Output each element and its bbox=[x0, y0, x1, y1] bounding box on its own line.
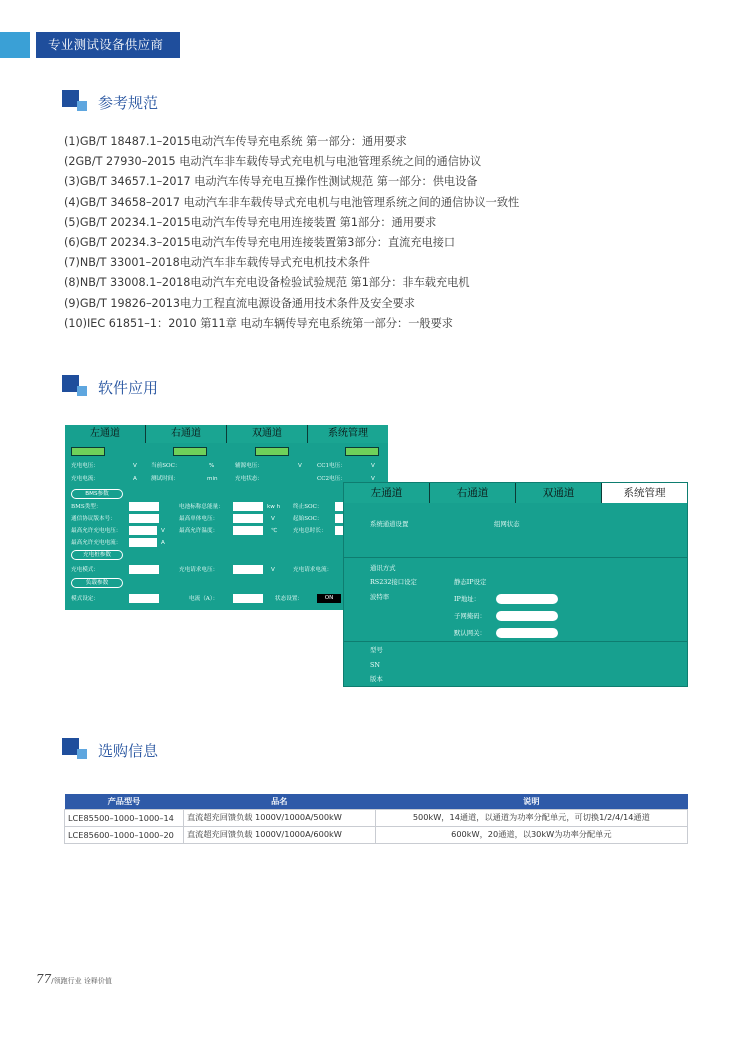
label-bms-type: BMS类型： bbox=[71, 504, 102, 510]
label-charge-state: 充电状态： bbox=[235, 476, 263, 482]
label-system-channel: 系统通道设置 bbox=[370, 520, 409, 528]
standard-item: (7)NB/T 33001–2018电动汽车非车载传导式充电机技术条件 bbox=[64, 256, 370, 270]
label-start-soc: 起始SOC： bbox=[293, 516, 323, 522]
cell-model: LCE85500–1000–1000–14 bbox=[65, 809, 184, 826]
unit: V bbox=[271, 567, 275, 573]
table-header-row bbox=[65, 794, 688, 809]
system-management-panel bbox=[344, 483, 687, 686]
section-square-icon bbox=[62, 375, 86, 399]
table-row bbox=[65, 826, 688, 843]
standard-item: (2GB/T 27930–2015 电动汽车非车载传导式充电机与电池管理系统之间的通信协议 bbox=[64, 155, 482, 169]
end-soc-field[interactable] bbox=[335, 502, 343, 511]
current-a-field[interactable] bbox=[233, 594, 263, 603]
label-current-soc: 当前SOC： bbox=[151, 463, 181, 469]
cell-name: 直流超充回馈负载 1000V/1000A/600kW bbox=[183, 826, 375, 843]
tab-dual-channel[interactable]: 双通道 bbox=[516, 483, 602, 503]
standard-item: (3)GB/T 34657.1–2017 电动汽车传导充电互操作性测试规范 第一部分：供电设备 bbox=[64, 175, 478, 189]
label-comm-mode: 通讯方式 bbox=[370, 564, 396, 572]
unit: min bbox=[207, 476, 218, 482]
unit: V bbox=[298, 463, 302, 469]
tab-right-channel[interactable]: 右通道 bbox=[430, 483, 516, 503]
max-charge-current-field[interactable] bbox=[129, 538, 157, 547]
standard-item: (5)GB/T 20234.1–2015电动汽车传导充电用连接装置 第1部分：通用要求 bbox=[64, 215, 437, 229]
protocol-version-field[interactable] bbox=[129, 514, 159, 523]
tab-right-channel[interactable]: 右通道 bbox=[146, 425, 227, 443]
standard-item: (1)GB/T 18487.1–2015电动汽车传导充电系统 第一部分：通用要求 bbox=[64, 135, 407, 148]
total-charge-time-field[interactable] bbox=[335, 526, 343, 535]
subnet-mask-field[interactable] bbox=[496, 611, 558, 621]
label-ip-address: IP地址： bbox=[454, 595, 480, 603]
status-lamp bbox=[71, 447, 105, 456]
label-charge-voltage: 充电电压： bbox=[71, 463, 99, 469]
label-charge-mode: 充电模式： bbox=[71, 567, 99, 573]
label-cc1-voltage: CC1电压： bbox=[317, 463, 346, 469]
status-lamp bbox=[255, 447, 289, 456]
unit: A bbox=[161, 540, 165, 546]
unit: V bbox=[161, 528, 165, 534]
start-soc-field[interactable] bbox=[335, 514, 343, 523]
footer-slogan: /领跑行业 诠释价值 bbox=[51, 977, 112, 985]
mode-setting-field[interactable] bbox=[129, 594, 159, 603]
section-square-icon bbox=[62, 90, 86, 114]
label-mode-setting: 模式设定： bbox=[71, 596, 99, 602]
standards-list bbox=[64, 132, 704, 334]
page-footer bbox=[36, 972, 112, 986]
bms-type-field[interactable] bbox=[129, 502, 159, 511]
unit: % bbox=[209, 463, 215, 469]
section-title-reference: 参考规范 bbox=[98, 94, 159, 112]
max-temp-field[interactable] bbox=[233, 526, 263, 535]
status-lamp bbox=[345, 447, 379, 456]
ip-address-field[interactable] bbox=[496, 594, 558, 604]
channel-panel bbox=[65, 425, 388, 610]
label-request-voltage: 充电请求电压： bbox=[179, 567, 219, 573]
channel-tabs bbox=[65, 425, 388, 443]
divider bbox=[344, 641, 687, 642]
header-banner: 专业测试设备供应商 bbox=[36, 32, 180, 58]
standard-item: (4)GB/T 34658–2017 电动汽车非车载传导式充电机与电池管理系统之间的通信协议一致性 bbox=[64, 195, 520, 209]
unit: ℃ bbox=[271, 528, 278, 534]
label-max-temp: 最高允许温度： bbox=[179, 528, 219, 534]
unit: V bbox=[371, 476, 375, 482]
label-max-charge-current: 最高允许充电电流： bbox=[71, 540, 122, 546]
bms-params-button[interactable]: BMS参数 bbox=[71, 489, 123, 499]
unit: A bbox=[133, 476, 137, 482]
max-cell-voltage-field[interactable] bbox=[233, 514, 263, 523]
table-row bbox=[65, 809, 688, 826]
status-lamp bbox=[173, 447, 207, 456]
label-current-a: 电流（A）： bbox=[189, 596, 219, 602]
charger-params-button[interactable]: 充电桩参数 bbox=[71, 550, 123, 560]
label-total-charge-time: 充电总时长： bbox=[293, 528, 327, 534]
on-button[interactable]: ON bbox=[317, 594, 341, 603]
page-number: 77 bbox=[36, 972, 52, 986]
tab-left-channel[interactable]: 左通道 bbox=[65, 425, 146, 443]
label-state-setting: 状态设置： bbox=[275, 596, 303, 602]
label-version: 版本 bbox=[370, 675, 383, 683]
product-table bbox=[64, 794, 688, 844]
tab-system-management[interactable]: 系统管理 bbox=[602, 483, 687, 503]
tab-system-management[interactable]: 系统管理 bbox=[308, 425, 388, 443]
charge-mode-field[interactable] bbox=[129, 565, 159, 574]
standard-item: (8)NB/T 33008.1–2018电动汽车充电设备检验试验规范 第1部分：非车载充电机 bbox=[64, 276, 470, 290]
tab-dual-channel[interactable]: 双通道 bbox=[227, 425, 308, 443]
label-test-time: 测试时间： bbox=[151, 476, 179, 482]
divider bbox=[344, 557, 687, 558]
cell-description: 500kW，14通道，以通道为功率分配单元，可切换1/2/4/14通道 bbox=[375, 809, 687, 826]
section-title-purchase: 选购信息 bbox=[98, 742, 159, 760]
default-gateway-field[interactable] bbox=[496, 628, 558, 638]
standard-item: (9)GB/T 19826–2013电力工程直流电源设备通用技术条件及安全要求 bbox=[64, 296, 415, 310]
request-voltage-field[interactable] bbox=[233, 565, 263, 574]
cell-description: 600kW，20通道，以30kW为功率分配单元 bbox=[375, 826, 687, 843]
system-tabs bbox=[344, 483, 687, 503]
label-aux-voltage: 辅源电压： bbox=[235, 463, 263, 469]
cell-model: LCE85600–1000–1000–20 bbox=[65, 826, 184, 843]
label-protocol-version: 通信协议版本号： bbox=[71, 516, 116, 522]
label-rs232: RS232接口设定 bbox=[370, 578, 417, 586]
unit: V bbox=[371, 463, 375, 469]
label-static-ip: 静态IP设定 bbox=[454, 578, 487, 586]
unit: V bbox=[133, 463, 137, 469]
label-max-charge-voltage: 最高允许充电电压： bbox=[71, 528, 122, 534]
tab-left-channel[interactable]: 左通道 bbox=[344, 483, 430, 503]
unit: kw h bbox=[267, 504, 281, 510]
cell-name: 直流超充回馈负载 1000V/1000A/500kW bbox=[183, 809, 375, 826]
label-default-gateway: 默认网关： bbox=[454, 629, 486, 637]
section-title-software: 软件应用 bbox=[98, 379, 159, 397]
label-cc2-voltage: CC2电压： bbox=[317, 476, 346, 482]
unit: V bbox=[271, 516, 275, 522]
label-end-soc: 终止SOC： bbox=[293, 504, 323, 510]
label-subnet-mask: 子网掩码： bbox=[454, 612, 486, 620]
header-accent-stripe bbox=[0, 32, 30, 58]
section-square-icon bbox=[62, 738, 86, 762]
max-charge-voltage-field[interactable] bbox=[129, 526, 157, 535]
rated-energy-field[interactable] bbox=[233, 502, 263, 511]
label-sn: SN bbox=[370, 661, 380, 669]
label-rated-energy: 电池标称总能量： bbox=[179, 504, 224, 510]
label-model: 型号 bbox=[370, 646, 383, 654]
standard-item: (10)IEC 61851–1：2010 第11章 电动车辆传导充电系统第一部分：一般要求 bbox=[64, 316, 453, 330]
column-header-description: 说明 bbox=[375, 794, 687, 809]
label-max-cell-voltage: 最高单体电压： bbox=[179, 516, 219, 522]
load-params-button[interactable]: 负载参数 bbox=[71, 578, 123, 588]
column-header-name: 品名 bbox=[183, 794, 375, 809]
label-network-state: 组网状态 bbox=[494, 520, 520, 528]
column-header-model: 产品型号 bbox=[65, 794, 184, 809]
label-baud-rate: 波特率 bbox=[370, 593, 390, 601]
label-request-current: 充电请求电流： bbox=[293, 567, 333, 573]
standard-item: (6)GB/T 20234.3–2015电动汽车传导充电用连接装置第3部分：直流充电接口 bbox=[64, 236, 456, 250]
label-charge-current: 充电电流： bbox=[71, 476, 99, 482]
